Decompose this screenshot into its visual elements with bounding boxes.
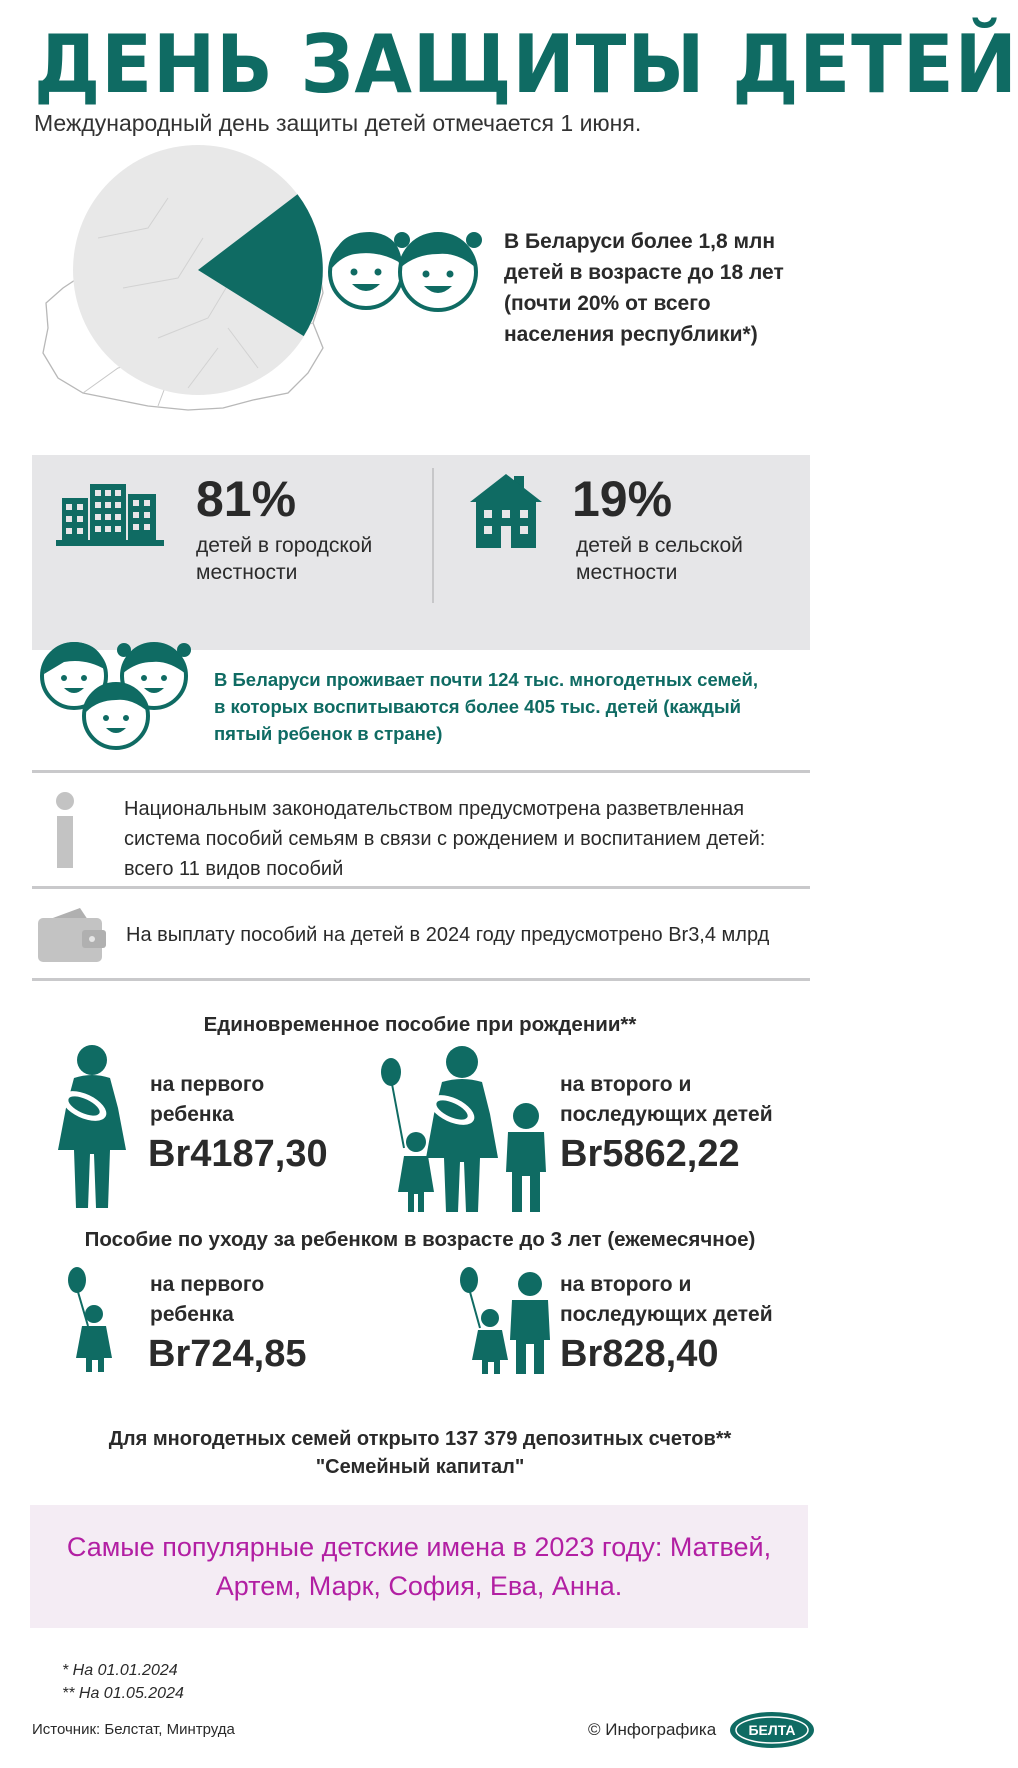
family-capital-line1: Для многодетных семей открыто 137 379 депозитных счетов** [108,1428,732,1450]
city-buildings-icon [56,476,164,548]
wallet-icon [36,904,110,964]
birth-subsequent-amount: Br5862,22 [560,1133,740,1175]
belta-logo [728,1710,816,1750]
rural-percent: 19% [572,471,673,527]
birth-subsequent-label: на второго и последующих детей [560,1073,773,1126]
info-icon [54,792,76,868]
care-subsequent-amount: Br828,40 [560,1333,719,1375]
mother-with-baby-icon [54,1044,130,1208]
page-subtitle: Международный день защиты детей отмечается 1 июня. [34,110,642,136]
two-children-figures-icon [460,1262,552,1374]
family-capital-text [0,1425,840,1481]
urban-percent: 81% [196,471,297,527]
house-icon [470,472,542,552]
care-subsequent-label: на второго и последующих детей [560,1273,773,1326]
children-count-text: В Беларуси более 1,8 млн детей в возрасте до 18 лет (почти 20% от всего населения республики*) [504,230,784,346]
family-group-icon [380,1044,550,1212]
belta-logo-text: БЕЛТА [748,1722,796,1738]
belarus-map-pie [28,138,348,438]
budget-text: На выплату пособий на детей в 2024 году предусмотрено Br3,4 млрд [126,924,770,946]
legislation-text: Национальным законодательством предусмотрена разветвленная система пособий семьям в связи с рождением и воспитанием детей: всего 11 видов пособий [124,798,766,880]
two-children-icon [320,220,498,320]
birth-allowance-title: Единовременное пособие при рождении** [203,1013,637,1036]
rural-label: детей в сельской местности [576,534,743,584]
care-first-label: на первого ребенка [150,1273,265,1326]
divider-top [32,770,810,773]
divider-middle [32,886,810,889]
page-title: ДЕНЬ ЗАЩИТЫ ДЕТЕЙ [34,18,1018,111]
large-families-text: В Беларуси проживает почти 124 тыс. многодетных семей, в которых воспитываются более 405 тыс. детей (каждый пятый ребенок в стране) [214,669,759,744]
panel-divider [432,468,434,603]
family-capital-line2: "Семейный капитал" [315,1456,525,1478]
three-children-icon [36,634,196,754]
child-with-balloon-icon [68,1262,112,1372]
popular-names-text: Самые популярные детские имена в 2023 году: Матвей, Артем, Марк, София, Ева, Анна. [66,1532,772,1601]
urban-label: детей в городской местности [196,534,373,584]
care-allowance-title: Пособие по уходу за ребенком в возрасте до 3 лет (ежемесячное) [84,1228,756,1251]
footnote-1: * На 01.01.2024 [62,1662,178,1679]
source-text: Источник: Белстат, Минтруда [32,1721,235,1738]
copyright-text: © Инфографика [588,1720,717,1739]
care-first-amount: Br724,85 [148,1333,307,1375]
footnote-2: ** На 01.05.2024 [62,1685,184,1702]
birth-first-amount: Br4187,30 [148,1133,328,1175]
divider-bottom [32,978,810,981]
birth-first-label: на первого ребенка [150,1073,265,1126]
